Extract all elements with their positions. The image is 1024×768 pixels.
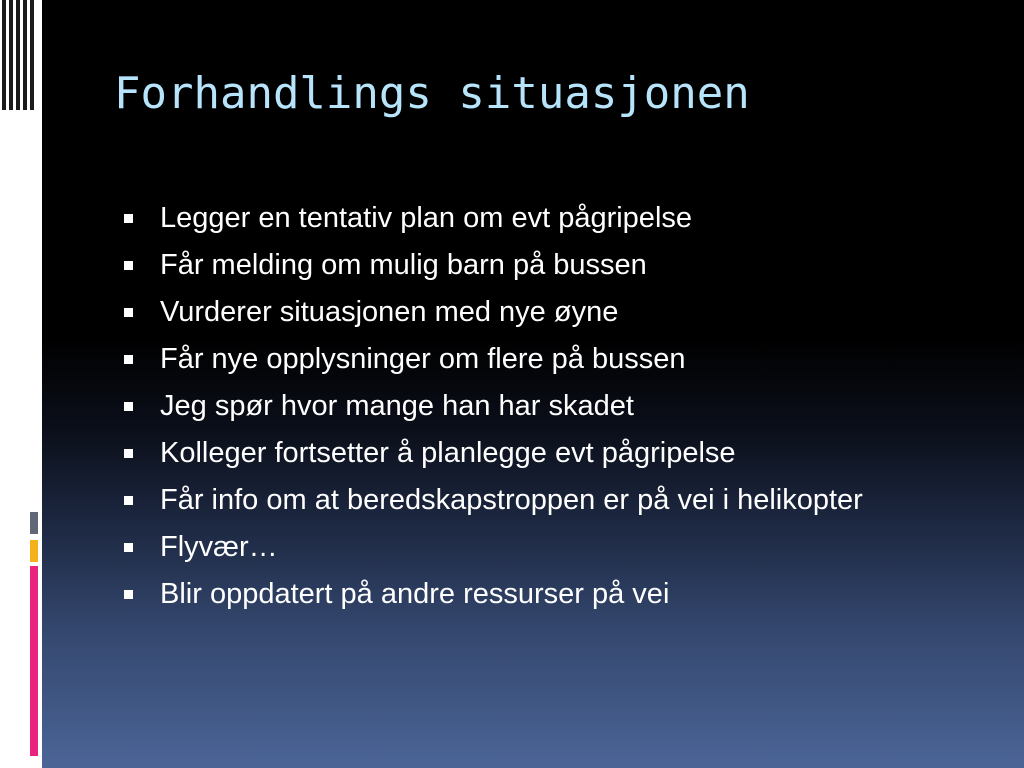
square-bullet-icon	[124, 496, 133, 505]
bullet-text: Får info om at beredskapstroppen er på vei i helikopter	[160, 484, 863, 516]
stripe	[16, 0, 20, 110]
stripe	[30, 0, 34, 110]
square-bullet-icon	[124, 449, 133, 458]
bullet-text: Får nye opplysninger om flere på bussen	[160, 343, 686, 375]
bullet-text: Legger en tentativ plan om evt pågripelse	[160, 202, 693, 234]
square-bullet-icon	[124, 214, 133, 223]
bullet-item	[124, 388, 964, 425]
square-bullet-icon	[124, 355, 133, 364]
stripe	[23, 0, 27, 110]
bullet-text: Får melding om mulig barn på bussen	[160, 249, 647, 281]
bullet-text: Kolleger fortsetter å planlegge evt pågripelse	[160, 437, 736, 469]
bullet-text: Flyvær…	[160, 531, 278, 563]
square-bullet-icon	[124, 308, 133, 317]
square-bullet-icon	[124, 402, 133, 411]
accent-bar-orange	[30, 540, 38, 562]
stripe	[2, 0, 6, 110]
square-bullet-icon	[124, 543, 133, 552]
slide-title: Forhandlings situasjonen	[114, 68, 750, 119]
bullet-item	[124, 294, 964, 331]
stripe	[9, 0, 13, 110]
square-bullet-icon	[124, 261, 133, 270]
bullet-item	[124, 482, 964, 519]
bullet-item	[124, 247, 964, 284]
bullet-text: Blir oppdatert på andre ressurser på vei	[160, 578, 670, 610]
bullet-item	[124, 435, 964, 472]
bullet-list	[124, 200, 964, 623]
bullet-text: Jeg spør hvor mange han har skadet	[160, 390, 634, 422]
bullet-item	[124, 576, 964, 613]
top-left-stripes	[0, 0, 42, 110]
bullet-item	[124, 200, 964, 237]
square-bullet-icon	[124, 590, 133, 599]
bullet-item	[124, 529, 964, 566]
accent-bar-gray	[30, 512, 38, 534]
accent-bar-pink	[30, 566, 38, 756]
bullet-text: Vurderer situasjonen med nye øyne	[160, 296, 619, 328]
bullet-item	[124, 341, 964, 378]
